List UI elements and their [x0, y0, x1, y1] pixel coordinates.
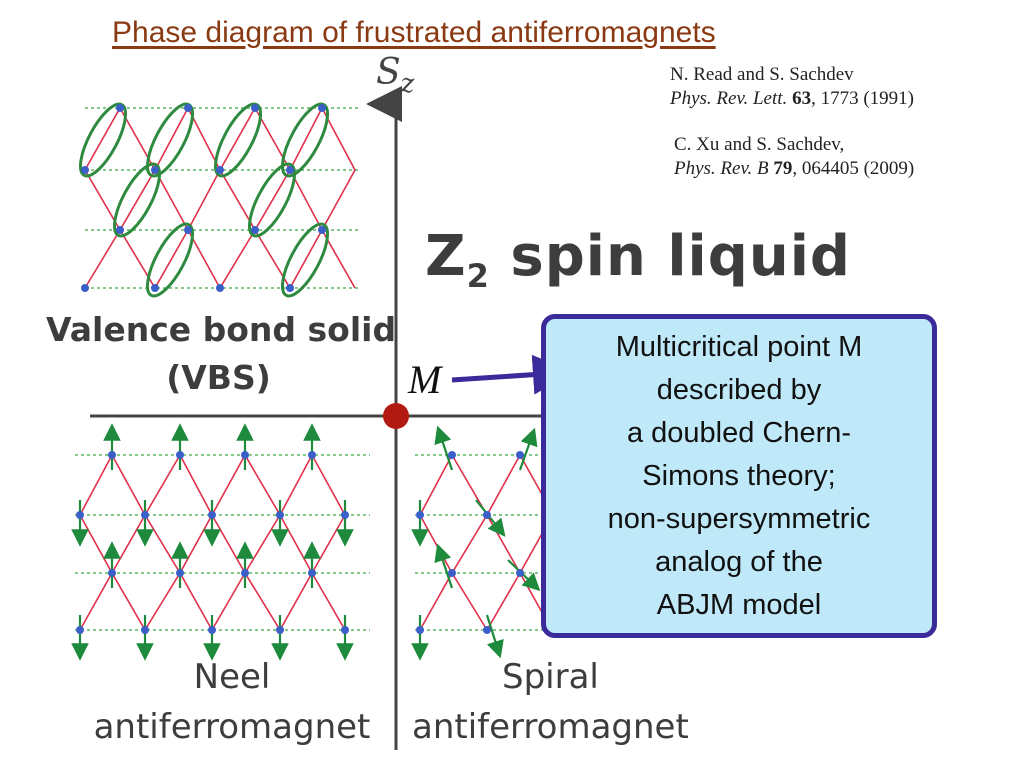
phase-label-spiral: Spiral antiferromagnet — [412, 657, 689, 747]
phase-label-spin-liquid: $Z_2$ spin liquid — [425, 224, 851, 296]
multicritical-point-label: M — [408, 357, 442, 402]
phase-label-neel: Neel antiferromagnet — [93, 657, 371, 747]
reference-2-authors: C. Xu and S. Sachdev, — [674, 134, 845, 155]
vbs-lattice — [72, 98, 360, 302]
neel-lattice — [75, 432, 370, 652]
pointer-arrow — [452, 374, 543, 380]
reference-1-citation: Phys. Rev. Lett. 63, 1773 (1991) — [670, 88, 914, 109]
phase-label-vbs: Valence bond solid (VBS) — [46, 310, 397, 397]
slide-title: Phase diagram of frustrated antiferromagnets — [112, 16, 716, 49]
reference-2-citation: Phys. Rev. B 79, 064405 (2009) — [674, 158, 915, 179]
reference-1-authors: N. Read and S. Sachdev — [670, 64, 854, 85]
axis-label-sz: $S_z$ — [376, 52, 415, 100]
multicritical-point — [383, 403, 409, 429]
callout-text: Multicritical point M described by a doubled Chern- Simons theory; non-supersymmetric analog of the ABJM model — [607, 330, 871, 621]
spiral-lattice — [415, 434, 548, 652]
multicritical-callout — [541, 314, 937, 638]
